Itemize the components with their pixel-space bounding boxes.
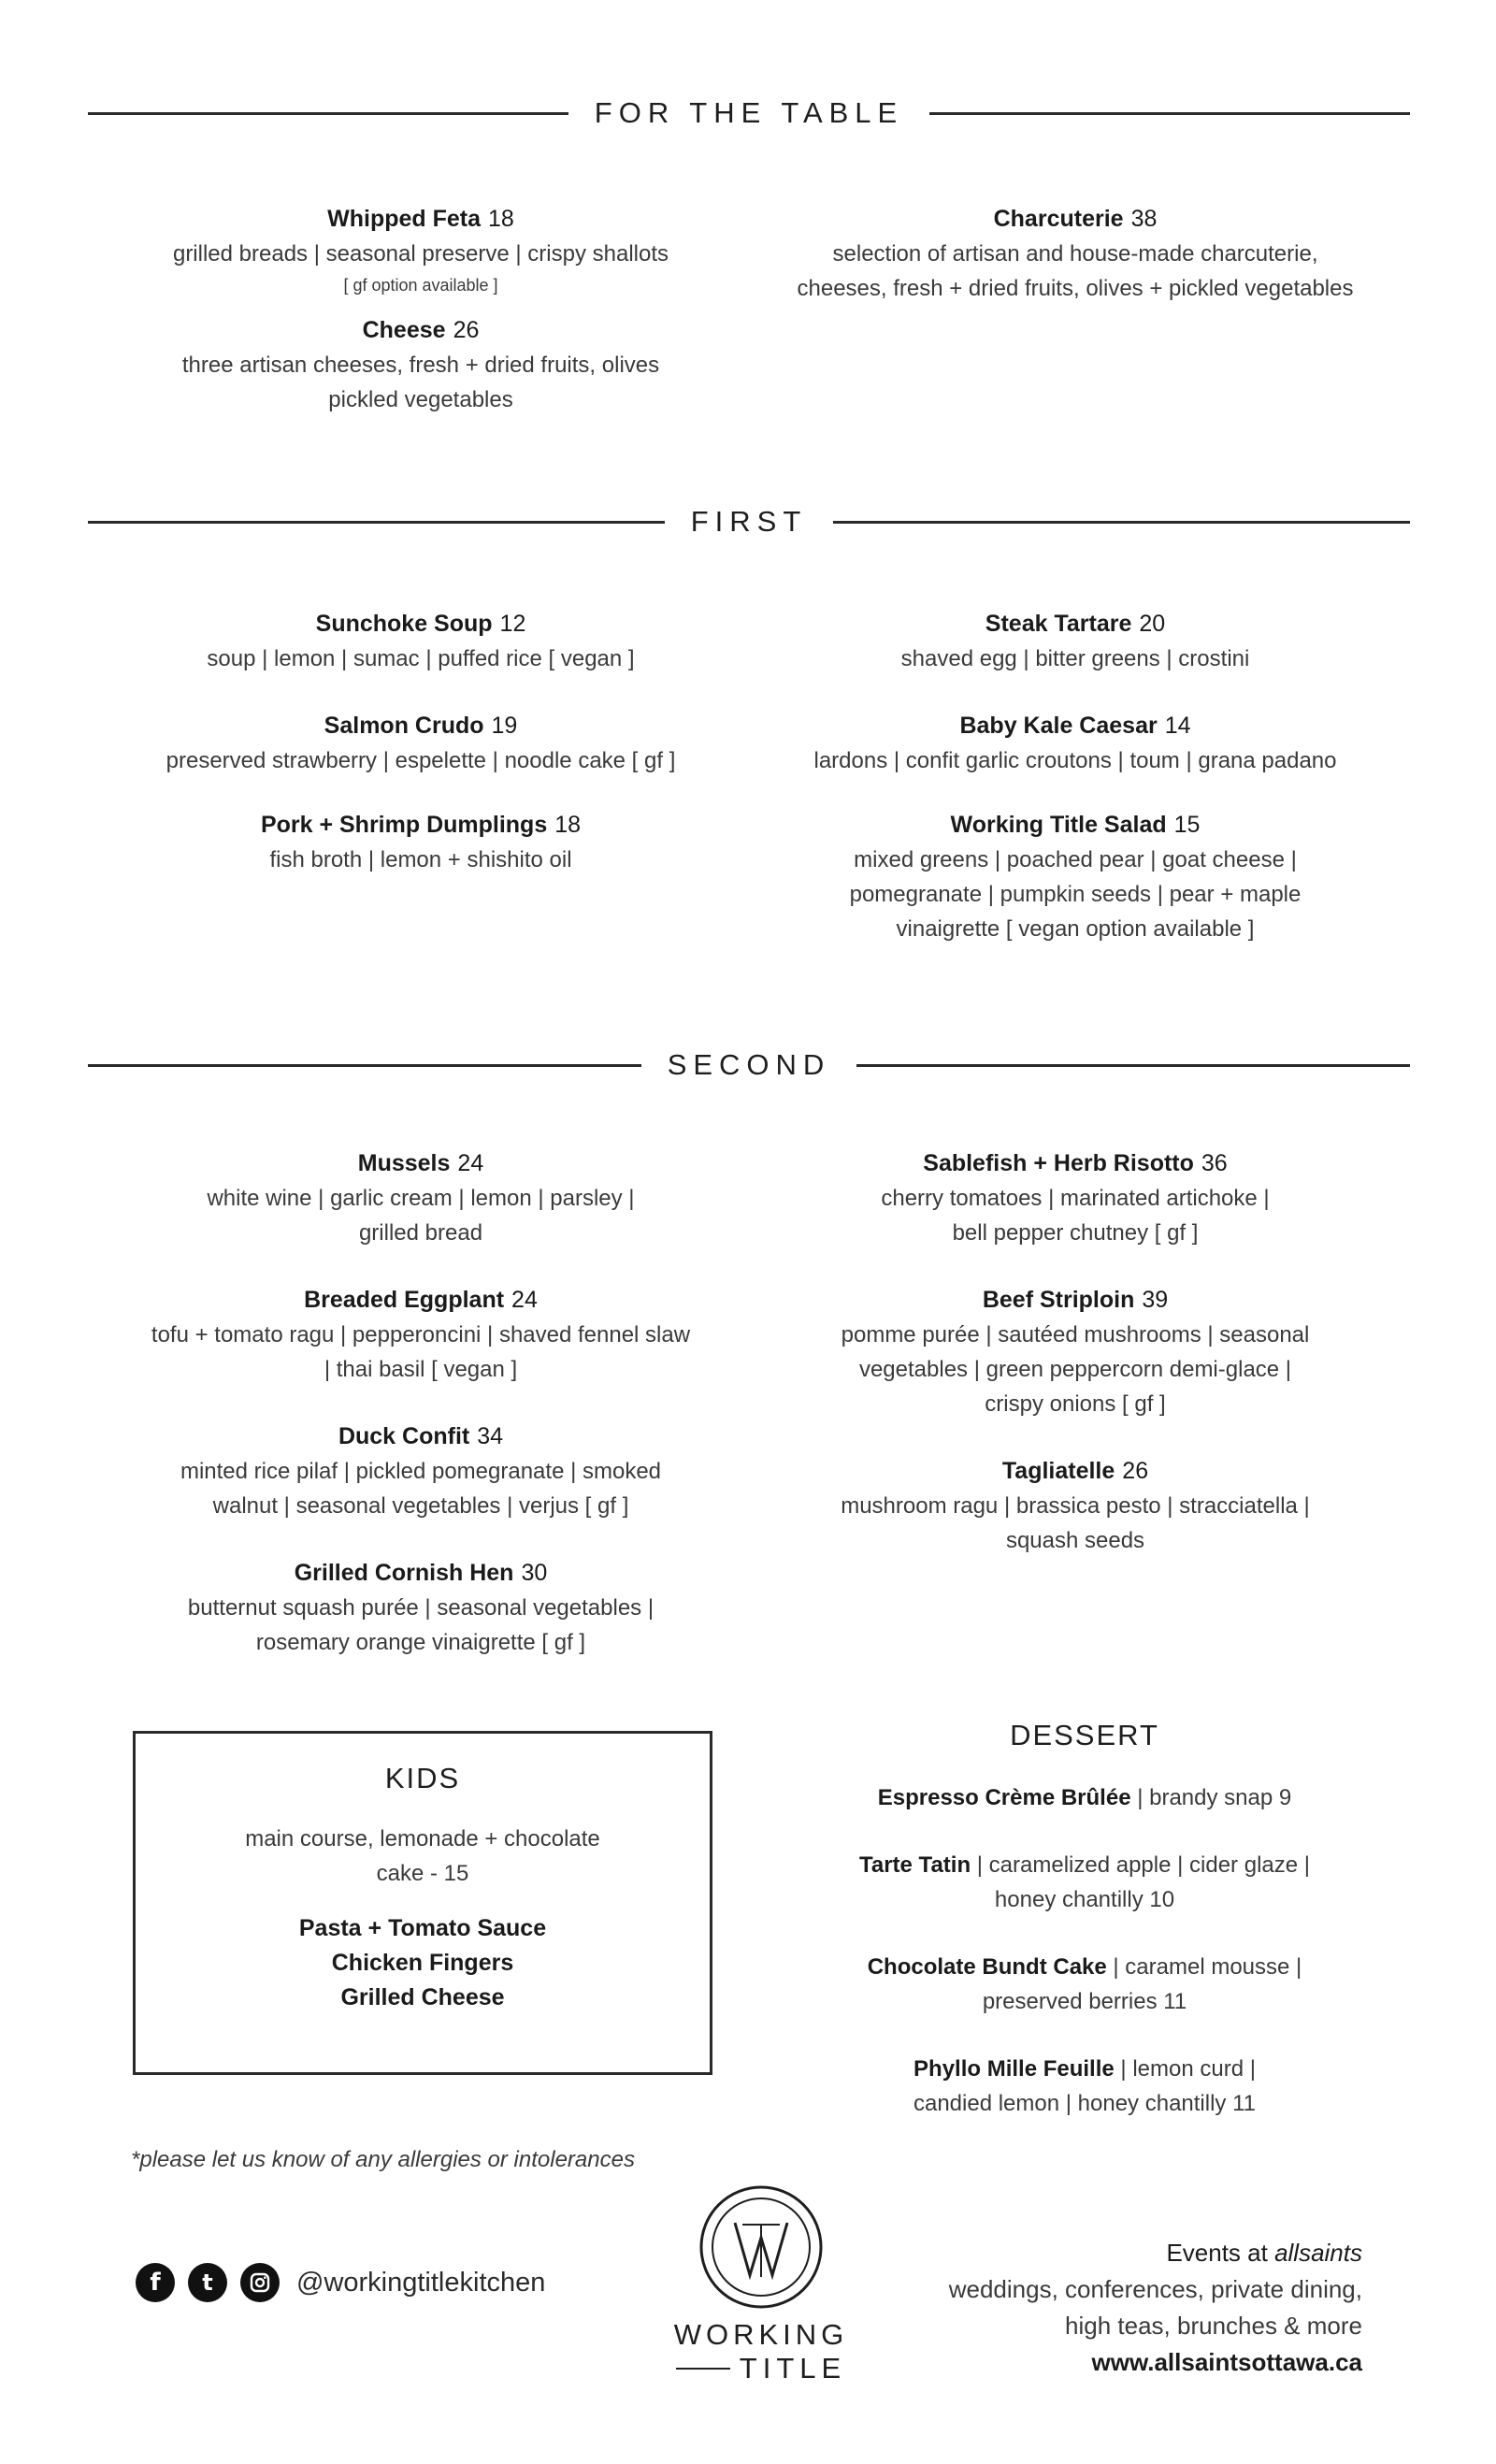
item-price: 18 (488, 206, 514, 232)
menu-item-baby-kale-caesar (748, 708, 1402, 778)
item-description: | thai basil [ vegan ] (324, 1357, 518, 1382)
item-description: tofu + tomato ragu | pepperoncini | shaved fennel slaw (151, 1322, 691, 1347)
menu-item-beef-striploin (748, 1282, 1402, 1421)
item-description: minted rice pilaf | pickled pomegranate | smoked (180, 1459, 662, 1484)
item-description: walnut | seasonal vegetables | verjus [ gf ] (212, 1493, 629, 1519)
dessert-section (795, 1719, 1374, 2154)
item-name: Espresso Crème Brûlée (877, 1785, 1131, 1810)
item-description: pomegranate | pumpkin seeds | pear + maple (849, 882, 1302, 907)
item-name: Beef Striploin (982, 1287, 1135, 1313)
item-name: Sablefish + Herb Risotto (923, 1150, 1194, 1176)
item-name: Whipped Feta (327, 206, 482, 232)
menu-item-pork-shrimp-dumplings (103, 807, 739, 877)
menu-item-steak-tartare (748, 606, 1402, 676)
kids-item: Pasta + Tomato Sauce (298, 1915, 547, 1941)
item-description: mushroom ragu | brassica pesto | stracciatella | (841, 1493, 1310, 1519)
item-price: 19 (491, 713, 518, 739)
for-the-table-right-column (748, 201, 1402, 306)
item-price: 26 (1122, 1458, 1149, 1484)
item-description: grilled breads | seasonal preserve | crispy shallots (172, 241, 669, 267)
menu-item-grilled-cornish-hen (103, 1555, 739, 1660)
item-note: [ gf option available ] (343, 276, 498, 295)
section-title: FIRST (690, 505, 808, 538)
menu-item-sunchoke-soup (103, 606, 739, 676)
divider-line (88, 112, 568, 115)
menu-item-working-title-salad (748, 807, 1402, 946)
menu-item-mussels (103, 1146, 739, 1250)
item-name: Tarte Tatin (858, 1852, 971, 1878)
item-description: squash seeds (1005, 1528, 1145, 1553)
events-line: high teas, brunches & more (1065, 2312, 1362, 2340)
item-price: 39 (1142, 1287, 1169, 1313)
item-name: Breaded Eggplant (304, 1287, 505, 1313)
item-description: pickled vegetables (328, 387, 513, 412)
section-title: SECOND (667, 1048, 831, 1081)
item-description: three artisan cheeses, fresh + dried fruits, olives (181, 353, 660, 378)
kids-menu-box (133, 1731, 712, 2075)
item-description: | caramelized apple | cider glaze | (971, 1852, 1310, 1878)
kids-intro-line: cake - 15 (376, 1861, 469, 1886)
item-name: Working Title Salad (950, 812, 1167, 838)
dessert-item-chocolate-bundt-cake (795, 1950, 1374, 2019)
twitter-icon[interactable]: t (188, 2263, 227, 2302)
item-description: honey chantilly 10 (994, 1887, 1175, 1912)
item-description: cherry tomatoes | marinated artichoke | (881, 1186, 1270, 1211)
item-price: 34 (477, 1423, 504, 1449)
events-line: weddings, conferences, private dining, (948, 2275, 1362, 2303)
menu-item-whipped-feta (103, 201, 739, 299)
events-block (949, 2235, 1362, 2381)
item-description: candied lemon | honey chantilly 11 (913, 2091, 1257, 2116)
item-description: | lemon curd | (1114, 2056, 1256, 2082)
logo-dash (676, 2368, 730, 2370)
divider-line (88, 521, 665, 524)
events-website-link[interactable]: www.allsaintsottawa.ca (1091, 2348, 1362, 2376)
item-price: 36 (1201, 1150, 1228, 1176)
kids-title: KIDS (384, 1762, 461, 1794)
item-description: preserved berries 11 (982, 1989, 1187, 2014)
item-description: crispy onions [ gf ] (985, 1391, 1166, 1417)
item-price: 38 (1130, 206, 1158, 232)
section-title: FOR THE TABLE (594, 96, 904, 129)
menu-item-salmon-crudo (103, 708, 739, 778)
kids-intro-line: main course, lemonade + chocolate (245, 1826, 600, 1852)
item-name: Cheese (362, 317, 446, 343)
events-heading (949, 2235, 1362, 2271)
menu-item-charcuterie (748, 201, 1402, 306)
dessert-item-phyllo-mille-feuille (795, 2052, 1374, 2121)
dessert-title: DESSERT (1010, 1719, 1159, 1751)
item-name: Phyllo Mille Feuille (913, 2056, 1115, 2082)
item-price: 24 (457, 1150, 484, 1176)
kids-item: Chicken Fingers (331, 1950, 514, 1976)
item-price: 18 (554, 812, 582, 838)
item-name: Charcuterie (993, 206, 1124, 232)
item-price: 15 (1173, 812, 1201, 838)
item-description: pomme purée | sautéed mushrooms | seasonal (841, 1322, 1310, 1347)
allergy-note: *please let us know of any allergies or intolerances (131, 2147, 635, 2172)
item-price: 26 (453, 317, 480, 343)
item-description: vinaigrette [ vegan option available ] (896, 916, 1255, 942)
section-header-first (88, 503, 1410, 540)
instagram-icon[interactable] (240, 2263, 280, 2302)
second-left-column (103, 1146, 739, 1660)
social-handle[interactable]: @workingtitlekitchen (296, 2267, 546, 2298)
item-name: Salmon Crudo (324, 713, 484, 739)
item-price: 14 (1164, 713, 1191, 739)
item-name: Sunchoke Soup (315, 611, 493, 637)
item-price: 12 (499, 611, 526, 637)
item-name: Chocolate Bundt Cake (867, 1954, 1107, 1980)
item-name: Baby Kale Caesar (959, 713, 1158, 739)
item-price: 24 (511, 1287, 538, 1313)
first-left-column (103, 606, 739, 877)
item-name: Grilled Cornish Hen (294, 1560, 514, 1586)
item-name: Duck Confit (338, 1423, 470, 1449)
item-description: mixed greens | poached pear | goat cheese | (854, 847, 1297, 872)
facebook-icon[interactable]: f (136, 2263, 175, 2302)
menu-item-sablefish-herb-risotto (748, 1146, 1402, 1250)
section-header-for-the-table (88, 94, 1410, 132)
instagram-glyph (249, 2271, 271, 2294)
item-description: | caramel mousse | (1106, 1954, 1302, 1980)
item-description: vegetables | green peppercorn demi-glace | (858, 1357, 1292, 1382)
item-name: Mussels (357, 1150, 451, 1176)
item-description: bell pepper chutney [ gf ] (952, 1220, 1199, 1246)
item-description: | brandy snap 9 (1130, 1785, 1292, 1810)
item-description: lardons | confit garlic croutons | toum | grana padano (813, 748, 1337, 773)
item-description: shaved egg | bitter greens | crostini (900, 646, 1250, 671)
item-description: butternut squash purée | seasonal vegetables | (187, 1595, 654, 1621)
divider-line (929, 112, 1410, 115)
item-price: 30 (521, 1560, 548, 1586)
item-name: Tagliatelle (1001, 1458, 1115, 1484)
menu-item-cheese (103, 312, 739, 417)
item-description: rosemary orange vinaigrette [ gf ] (255, 1630, 586, 1655)
item-description: selection of artisan and house-made charcuterie, (832, 241, 1318, 267)
kids-item: Grilled Cheese (340, 1984, 505, 2010)
divider-line (88, 1064, 641, 1067)
logo-monogram-icon (698, 2183, 825, 2311)
working-title-logo (668, 2183, 855, 2385)
kids-intro (136, 1822, 710, 1891)
logo-word-title: TITLE (739, 2352, 847, 2385)
events-prefix: Events at (1166, 2239, 1275, 2267)
item-description: white wine | garlic cream | lemon | parsley | (207, 1186, 635, 1211)
dessert-item-espresso-creme-brulee (795, 1780, 1374, 1815)
item-name: Steak Tartare (985, 611, 1132, 637)
item-price: 20 (1139, 611, 1166, 637)
item-description: grilled bread (358, 1220, 483, 1246)
item-description: fish broth | lemon + shishito oil (269, 847, 572, 872)
menu-item-breaded-eggplant (103, 1282, 739, 1387)
item-name: Pork + Shrimp Dumplings (260, 812, 548, 838)
social-links (136, 2263, 545, 2302)
first-right-column (748, 606, 1402, 946)
divider-line (856, 1064, 1410, 1067)
dessert-item-tarte-tatin (795, 1848, 1374, 1917)
kids-items (136, 1911, 710, 2015)
events-venue: allsaints (1274, 2239, 1362, 2267)
menu-item-duck-confit (103, 1419, 739, 1523)
logo-word-working: WORKING (673, 2318, 849, 2351)
divider-line (833, 521, 1410, 524)
menu-item-tagliatelle (748, 1453, 1402, 1558)
second-right-column (748, 1146, 1402, 1558)
item-description: cheeses, fresh + dried fruits, olives + pickled vegetables (797, 276, 1354, 301)
item-description: preserved strawberry | espelette | noodle cake [ gf ] (165, 748, 676, 773)
for-the-table-left-column (103, 201, 739, 417)
section-header-second (88, 1046, 1410, 1084)
item-description: soup | lemon | sumac | puffed rice [ vegan ] (207, 646, 635, 671)
